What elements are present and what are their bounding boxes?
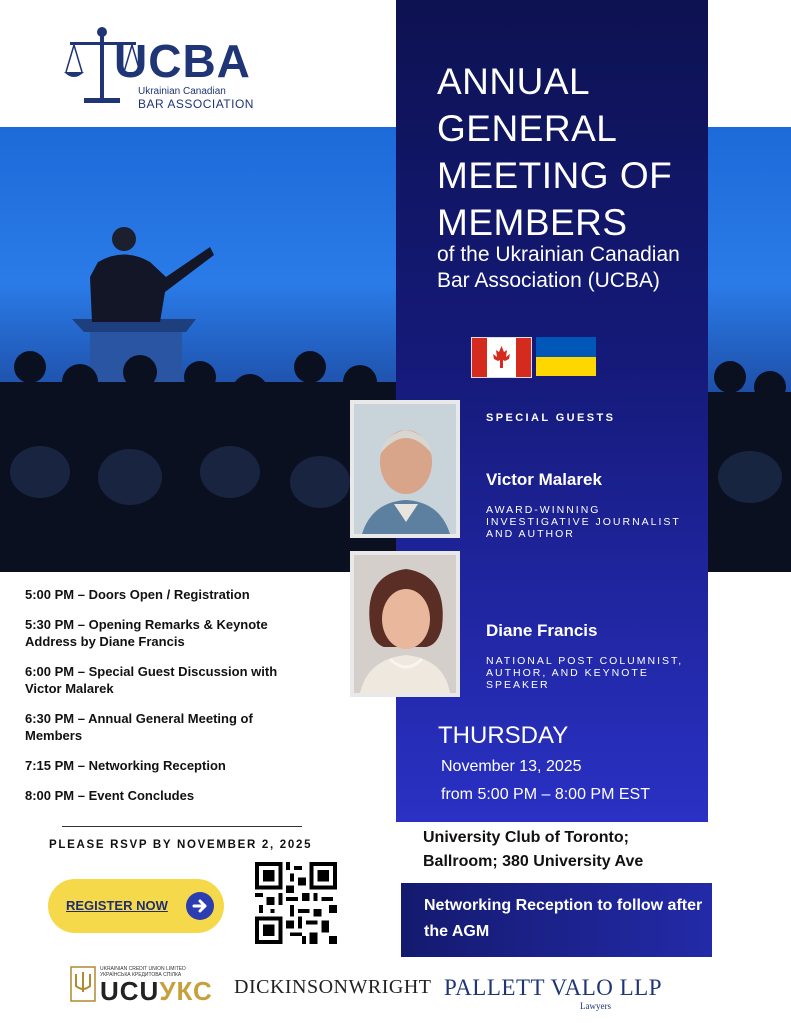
reception-note: Networking Reception to follow after the AGM	[424, 897, 703, 940]
ucu-name-en: UKRAINIAN CREDIT UNION LIMITED	[100, 966, 186, 972]
guest-description: AWARD-WINNING INVESTIGATIVE JOURNALIST AND AUTHOR	[486, 504, 681, 540]
sponsor-ucu	[68, 964, 213, 1006]
arrow-right-icon	[186, 892, 214, 920]
qr-code-icon[interactable]	[255, 862, 337, 944]
logo-line1: Ukrainian Canadian	[138, 86, 226, 97]
sponsor-pallett-valo-sub: Lawyers	[580, 1001, 611, 1011]
logo-line2: BAR ASSOCIATION	[138, 97, 254, 111]
special-guests-label: SPECIAL GUESTS	[486, 412, 616, 424]
ucu-name-uk: УКРАЇНСЬКА КРЕДИТОВА СПІЛКА	[100, 972, 182, 978]
guest-photo-diane	[350, 551, 460, 697]
ucba-logo	[62, 26, 262, 112]
sponsor-dickinson-wright: DICKINSONWRIGHT	[234, 976, 432, 998]
schedule-item: 6:30 PM – Annual General Meeting of Members	[25, 711, 253, 743]
schedule-item: 5:00 PM – Doors Open / Registration	[25, 587, 250, 602]
event-day: THURSDAY	[438, 722, 569, 749]
schedule-item: 7:15 PM – Networking Reception	[25, 758, 226, 773]
guest-name: Victor Malarek	[486, 470, 602, 489]
ucu-trident-icon	[70, 966, 96, 1002]
event-schedule	[25, 586, 285, 817]
schedule-item: 6:00 PM – Special Guest Discussion with Victor Malarek	[25, 664, 278, 696]
schedule-item: 5:30 PM – Opening Remarks & Keynote Address by Diane Francis	[25, 617, 268, 649]
guest-description: NATIONAL POST COLUMNIST, AUTHOR, AND KEYNOTE SPEAKER	[486, 655, 684, 691]
venue-line: University Club of Toronto;	[423, 829, 629, 846]
sponsor-pallett-valo: PALLETT VALO LLP	[444, 975, 663, 1000]
schedule-item: 8:00 PM – Event Concludes	[25, 788, 195, 803]
title-line: GENERAL	[437, 108, 618, 149]
divider	[62, 826, 302, 827]
event-title	[437, 58, 697, 246]
guest-name: Diane Francis	[486, 621, 598, 640]
ukraine-flag-icon	[536, 337, 596, 376]
title-line: MEETING OF	[437, 155, 673, 196]
canada-flag-icon	[471, 337, 532, 378]
event-date: November 13, 2025	[441, 758, 582, 775]
ucu-cyrillic: УКС	[159, 976, 213, 1006]
ucu-latin: UCU	[100, 976, 160, 1006]
reception-banner	[401, 883, 712, 957]
ucu-wordmark	[100, 976, 213, 1007]
venue-line: Ballroom; 380 University Ave	[423, 853, 644, 870]
title-line: ANNUAL	[437, 61, 591, 102]
register-now-button[interactable]	[48, 879, 224, 933]
register-now-label: REGISTER NOW	[66, 898, 168, 913]
guest-photo-victor	[350, 400, 460, 538]
logo-acronym: UCBA	[114, 35, 251, 87]
event-subtitle: of the Ukrainian Canadian Bar Association (UCBA)	[437, 243, 680, 292]
title-line: MEMBERS	[437, 202, 628, 243]
venue	[423, 826, 703, 874]
event-time: from 5:00 PM – 8:00 PM EST	[441, 786, 650, 803]
rsvp-deadline: PLEASE RSVP BY NOVEMBER 2, 2025	[49, 839, 313, 851]
